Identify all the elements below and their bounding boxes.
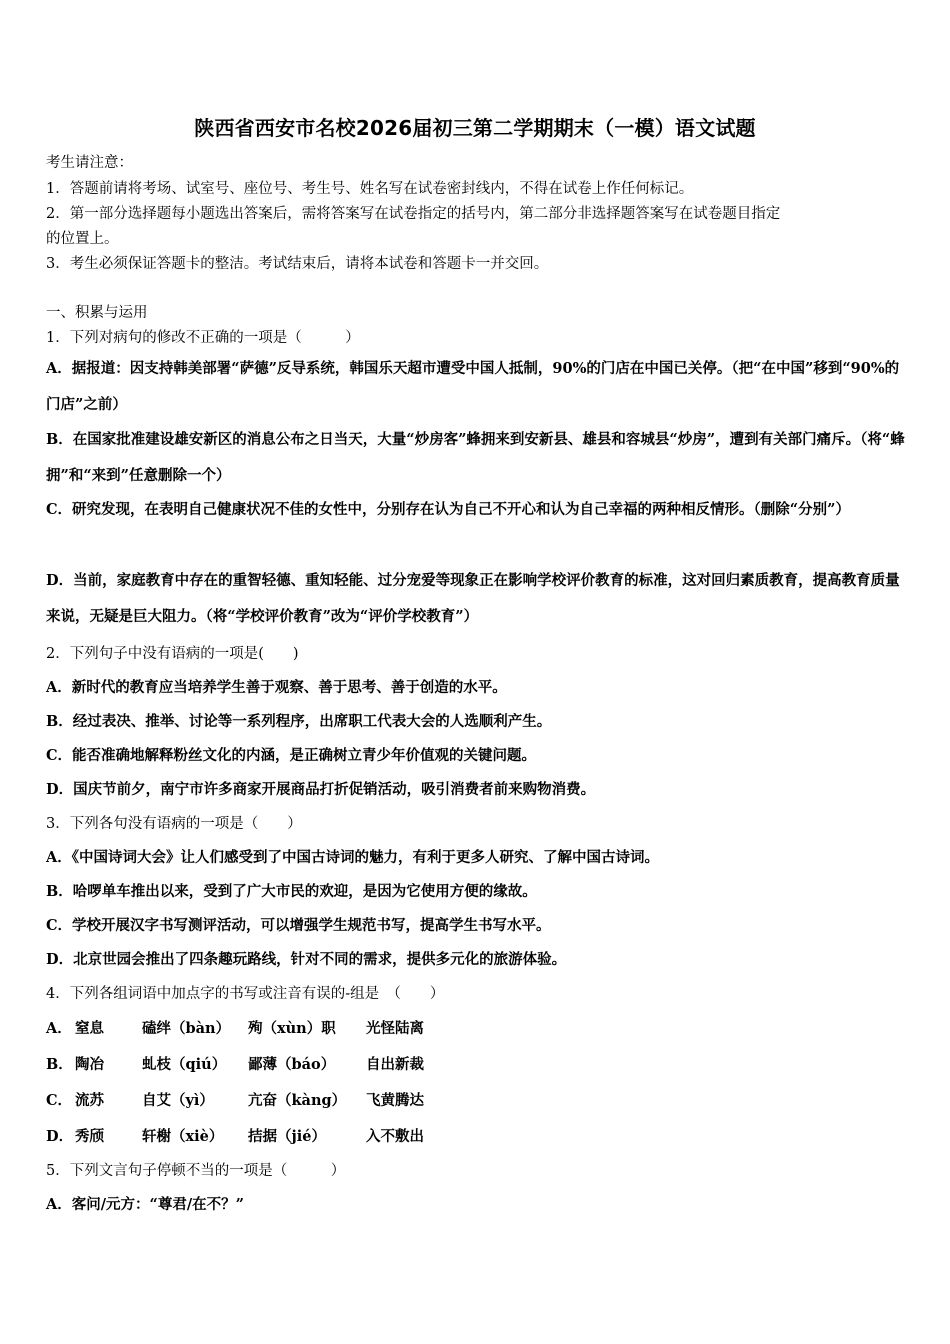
question-1-option-d: D．当前，家庭教育中存在的重智轻德、重知轻能、过分宠爱等现象正在影响学校评价教育的标准，这对回归素质教育，提高教育质量来说，无疑是巨大阻力。（将“学校评价教育”改为“评价学校教育”）	[46, 572, 900, 625]
row-label: C．	[46, 1092, 73, 1109]
question-1-option-c: C．研究发现，在表明自己健康状况不佳的女性中，分别存在认为自己不开心和认为自己幸福的两种相反情形。（删除“分别”）	[46, 501, 850, 518]
notice-item-3: 3．考生必须保证答题卡的整洁。考试结束后，请将本试卷和答题卡一并交回。	[46, 256, 549, 272]
question-3-option-a: A．《中国诗词大会》让人们感受到了中国古诗词的魅力，有利于更多人研究、了解中国古诗词。	[46, 849, 659, 866]
section-heading: 一、积累与运用	[46, 305, 148, 321]
row-label: A．	[46, 1020, 72, 1037]
question-2-option-c: C．能否准确地解释粉丝文化的内涵，是正确树立青少年价值观的关键问题。	[46, 747, 537, 764]
word-3: 殉（xùn）职	[248, 1020, 336, 1037]
question-1-stem: 1．下列对病句的修改不正确的一项是（ ）	[46, 330, 360, 346]
row-label: B．	[46, 1056, 73, 1073]
question-3-option-b: B．哈啰单车推出以来，受到了广大市民的欢迎，是因为它使用方便的缘故。	[46, 883, 537, 900]
question-3-option-d: D．北京世园会推出了四条趣玩路线，针对不同的需求，提供多元化的旅游体验。	[46, 951, 567, 968]
word-1: 秀颀	[75, 1128, 104, 1145]
word-3: 亢奋（kàng）	[248, 1092, 347, 1109]
word-3: 鄙薄（báo）	[248, 1056, 336, 1073]
question-3-option-c: C．学校开展汉字书写测评活动，可以增强学生规范书写，提高学生书写水平。	[46, 917, 551, 934]
notice-item-2: 2．第一部分选择题每小题选出答案后，需将答案写在试卷指定的括号内，第二部分非选择题答案写在试卷题目指定	[46, 206, 781, 222]
question-2-option-d: D．国庆节前夕，南宁市许多商家开展商品打折促销活动，吸引消费者前来购物消费。	[46, 781, 596, 798]
notice-item-1: 1．答题前请将考场、试室号、座位号、考生号、姓名写在试卷密封线内，不得在试卷上作任何标记。	[46, 181, 694, 197]
row-label: D．	[46, 1128, 74, 1145]
word-2: 虬枝（qiú）	[142, 1056, 227, 1073]
word-1: 窒息	[75, 1020, 104, 1037]
question-5-stem: 5．下列文言句子停顿不当的一项是（ ）	[46, 1163, 346, 1179]
word-2: 自艾（yì）	[142, 1092, 214, 1109]
word-4: 入不敷出	[366, 1128, 424, 1145]
question-2-option-b: B．经过表决、推举、讨论等一系列程序，出席职工代表大会的人选顺利产生。	[46, 713, 552, 730]
word-3: 拮据（jié）	[248, 1128, 326, 1145]
question-4-stem: 4．下列各组词语中加点字的书写或注音有误的-组是 （ ）	[46, 986, 445, 1002]
word-1: 流苏	[75, 1092, 104, 1109]
word-4: 自出新裁	[366, 1056, 424, 1073]
question-1-option-b: B．在国家批准建设雄安新区的消息公布之日当天，大量“炒房客”蜂拥来到安新县、雄县和容城县“炒房”，遭到有关部门痛斥。（将“蜂拥”和“来到”任意删除一个）	[46, 431, 905, 484]
question-1-option-a: A．据报道：因支持韩美部署“萨德”反导系统，韩国乐天超市遭受中国人抵制，90%的门店在中国已关停。（把“在中国”移到“90%的门店”之前）	[46, 360, 900, 413]
exam-title: 陕西省西安市名校2026届初三第二学期期末（一模）语文试题	[194, 116, 756, 140]
question-3-stem: 3．下列各句没有语病的一项是（ ）	[46, 816, 302, 832]
question-5-option-a: A．客问/元方：“尊君/在不？”	[46, 1196, 245, 1213]
word-4: 光怪陆离	[366, 1020, 424, 1037]
notice-heading: 考生请注意：	[46, 155, 133, 171]
word-2: 轩榭（xiè）	[142, 1128, 224, 1145]
question-2-option-a: A．新时代的教育应当培养学生善于观察、善于思考、善于创造的水平。	[46, 679, 507, 696]
word-2: 磕绊（bàn）	[142, 1020, 231, 1037]
word-1: 陶冶	[75, 1056, 104, 1073]
notice-item-2-cont: 的位置上。	[46, 231, 119, 247]
question-2-stem: 2．下列句子中没有语病的一项是( )	[46, 646, 299, 662]
word-4: 飞黄腾达	[366, 1092, 424, 1109]
